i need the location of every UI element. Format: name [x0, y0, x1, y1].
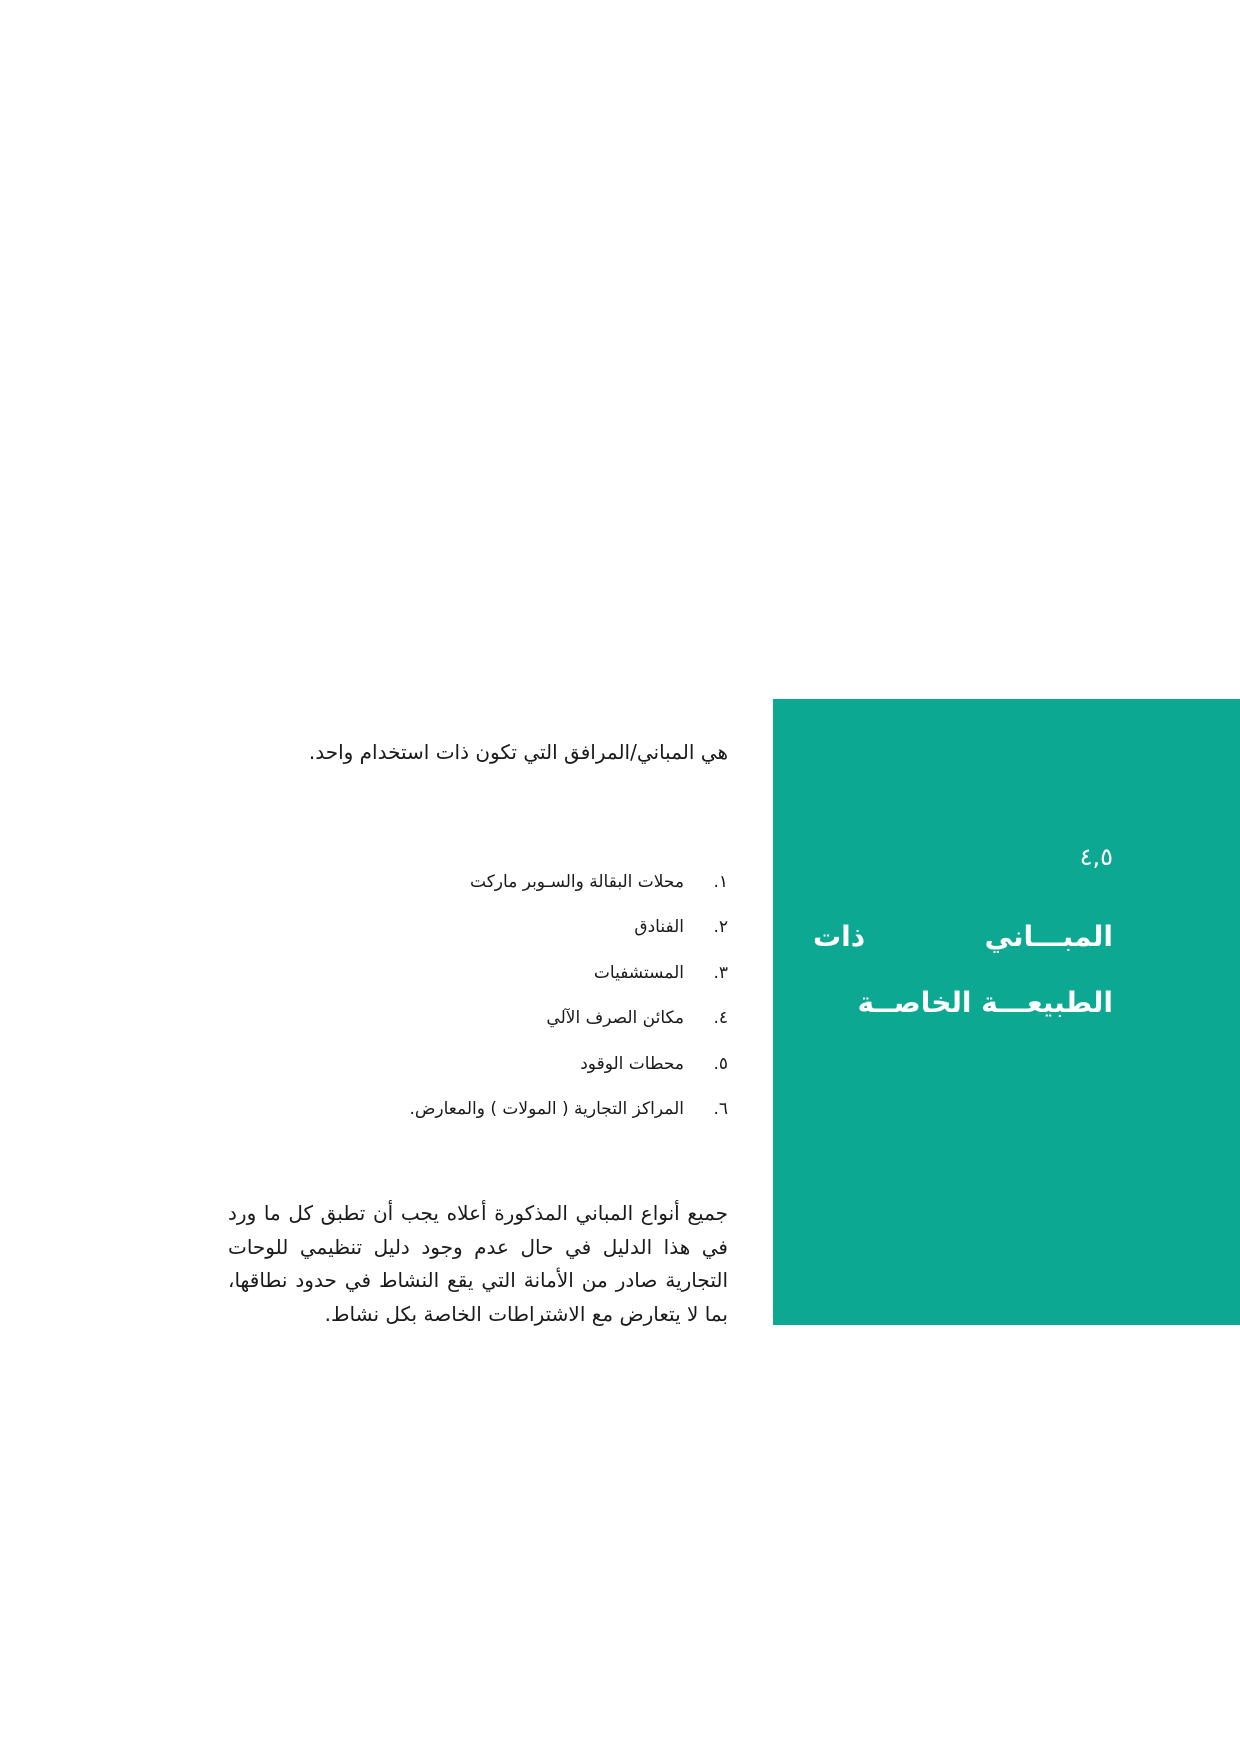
- list-item-number: ٢.: [713, 917, 728, 938]
- list-item-text: المراكز التجارية ( المولات ) والمعارض.: [409, 1098, 684, 1119]
- building-types-list: [268, 868, 728, 1140]
- list-item-text: محطات الوقود: [580, 1053, 684, 1074]
- section-title: المبـــاني ذات الطبيعـــة الخاصــة: [813, 920, 1113, 1019]
- section-header-panel: [773, 699, 1240, 1325]
- list-item: [268, 913, 728, 958]
- intro-paragraph: هي المباني/المرافق التي تكون ذات استخدام واحد.: [308, 740, 728, 764]
- list-item-number: ٥.: [713, 1053, 728, 1074]
- list-item-number: ٤.: [713, 1008, 728, 1029]
- list-item: [268, 1050, 728, 1095]
- list-item-number: ١.: [713, 872, 728, 892]
- list-item-text: محلات البقالة والسـوبر ماركت: [470, 872, 684, 892]
- list-item: [268, 1004, 728, 1049]
- list-item: [268, 868, 728, 913]
- section-number: ٤,٥: [1079, 843, 1113, 871]
- list-item-text: مكائن الصرف الآلي: [546, 1008, 684, 1029]
- closing-paragraph: جميع أنواع المباني المذكورة أعلاه يجب أن تطبق كل ما ورد في هذا الدليل في حال عدم وجود دليل تنظيمي للوحات التجارية صادر من الأمانة التي يقع النشاط في حدود نطاقها، بما لا يتعارض مع الاشتراطات الخاصة بكل نشاط.: [228, 1201, 728, 1326]
- list-item-number: ٣.: [713, 962, 728, 983]
- list-item: [268, 959, 728, 1004]
- list-item-text: المستشفيات: [593, 962, 684, 983]
- list-item-number: ٦.: [713, 1098, 728, 1119]
- list-item: [268, 1095, 728, 1140]
- list-item-text: الفنادق: [634, 917, 684, 938]
